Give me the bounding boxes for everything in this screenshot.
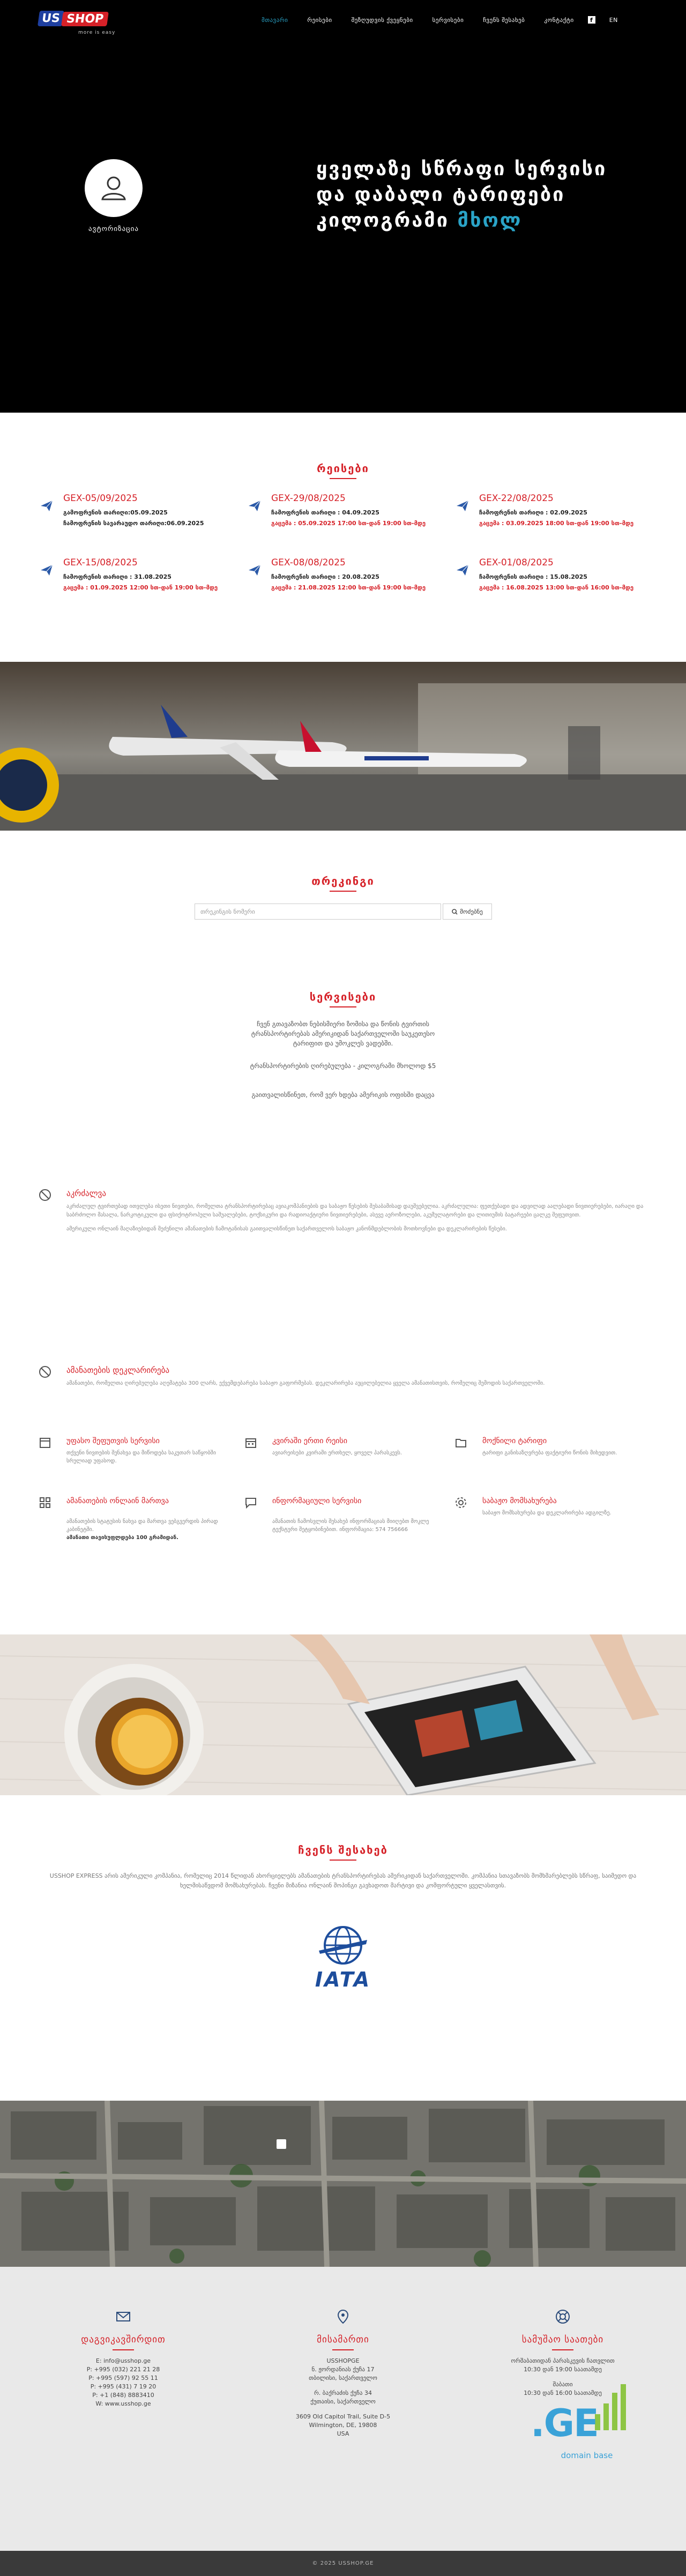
tracking-search-label: მოძებნე <box>460 908 483 915</box>
service-customs-title: ამანათების დეკლარირება <box>66 1365 170 1375</box>
facebook-icon[interactable] <box>584 16 600 24</box>
iata-wordmark: IATA <box>315 1968 371 1991</box>
flight-code: GEX-08/08/2025 <box>271 557 346 568</box>
flight-line-1: ჩამოფრენის თარიღი : 04.09.2025 <box>271 509 379 516</box>
service-info <box>244 1496 443 1555</box>
flight-line-1: ჩამოფრენის თარიღი : 20.08.2025 <box>271 573 379 580</box>
site-logo[interactable] <box>39 10 118 40</box>
footer-address-underline <box>332 2349 354 2350</box>
iata-logo <box>297 1924 389 1993</box>
nav-services[interactable]: სერვისები <box>432 16 464 24</box>
nav-contact[interactable]: კონტაქტი <box>544 16 574 24</box>
footer-hours-underline <box>552 2349 573 2350</box>
services-intro-p2: ტრანსპორტირების ღირებულება - კილოგრამი მხოლოდ $5 <box>250 1062 436 1070</box>
service-customs-support-desc: საბაჟო მომსახურება და დეკლარირება ადგილზე. <box>482 1510 612 1516</box>
ban-icon <box>39 1365 51 1378</box>
tracking-search-button[interactable] <box>443 904 492 920</box>
footer-line: 10:30 დან 19:00 საათამდე <box>524 2366 602 2373</box>
folder-icon <box>454 1436 467 1449</box>
plane-icon <box>454 562 471 578</box>
plane-icon <box>454 497 471 513</box>
tracking-title: თრეკინგი <box>311 875 375 887</box>
footer-line: 10:30 დან 16:00 საათამდე <box>524 2390 602 2396</box>
flight-line-1: გამოფრენის თარიღი:05.09.2025 <box>63 509 168 516</box>
footer-line[interactable]: E: info@usshop.ge <box>95 2357 151 2364</box>
flight-line-1: ჩამოფრენის თარიღი : 15.08.2025 <box>479 573 587 580</box>
service-online-management-desc-1: ამანათების სტატუსის ნახვა და მართვა ვებგვერდის პირად კაბინეტში. <box>66 1519 218 1533</box>
services-intro-p1: ჩვენ გთავაზობთ ნებისმიერი ზომისა და წონის ტვირთის ტრანსპორტირებას ამერიკიდან საქართველოში საუკეთესო ტარიფით და უმოკლეს ვადებში. <box>251 1020 435 1047</box>
headline-line-3-prefix: კილოგრამი <box>316 210 458 232</box>
user-icon <box>98 173 129 204</box>
service-online-management-title: ამანათების ონლაინ მართვა <box>66 1497 169 1505</box>
lifebuoy-icon <box>555 2309 571 2325</box>
flight-line-2: გაცემა : 03.09.2025 18:00 სთ-დან 19:00 სთ-მდე <box>479 520 634 527</box>
flight-line-2: გაცემა : 16.08.2025 13:00 სთ-დან 16:00 სთ-მდე <box>479 584 634 591</box>
footer-contact-underline <box>113 2349 134 2350</box>
footer-line: USA <box>337 2430 349 2437</box>
footer-line: 3609 Old Capitol Trail, Suite D-5 <box>295 2413 391 2420</box>
tablet-illustration <box>0 1634 686 1795</box>
service-customs <box>39 1365 647 1419</box>
flights-title: რეისები <box>317 462 369 475</box>
tracking-title-underline <box>330 891 356 892</box>
flight-code: GEX-15/08/2025 <box>63 557 138 568</box>
about-title: ჩვენს შესახებ <box>298 1843 388 1856</box>
tracking-input[interactable]: თრეკინგის ნომერი <box>195 904 441 920</box>
flight-item[interactable] <box>39 493 242 547</box>
login-avatar-button[interactable] <box>85 159 143 217</box>
services-intro-p3: გაითვალისწინეთ, რომ ვერ ხდება ამერიკის ოფისში დაცვა <box>251 1091 435 1099</box>
service-restrictions-desc <box>66 1203 647 1234</box>
flights-title-underline <box>330 478 356 479</box>
footer-line[interactable]: P: +995 (597) 92 55 11 <box>88 2375 158 2381</box>
footer-line[interactable]: W: www.usshop.ge <box>95 2400 151 2407</box>
headline-line-2: და დაბალი ტარიფები <box>316 184 565 206</box>
gear-icon <box>454 1496 467 1509</box>
logo-us: US <box>38 11 64 26</box>
logo-shop: SHOP <box>61 12 109 26</box>
footer-contact <box>27 2309 220 2408</box>
service-restrictions-title: აკრძალვა <box>66 1189 106 1198</box>
flight-code: GEX-05/09/2025 <box>63 493 138 504</box>
flight-item[interactable] <box>454 493 658 547</box>
flight-line-2: გაცემა : 05.09.2025 17:00 სთ-დან 19:00 სთ-მდე <box>271 520 426 527</box>
headline-line-3 <box>316 208 616 234</box>
footer-contact-title: დაგვიკავშირდით <box>81 2334 166 2345</box>
service-info-desc: ამანათის ჩამოსვლის შესახებ ინფორმაციას მიიღებთ მოკლე ტექსტური შეტყობინებით. ინფორმაცია: 574 756666 <box>272 1519 429 1533</box>
service-online-management-desc <box>66 1518 227 1542</box>
plane-icon <box>39 562 55 578</box>
plane-icon <box>247 497 263 513</box>
footer-line: შაბათი <box>553 2381 573 2388</box>
footer-contact-lines <box>27 2357 220 2408</box>
ge-domain-sub: domain base <box>561 2451 613 2460</box>
ge-domain-text: .GE <box>531 2401 598 2445</box>
flight-line-1: ჩამოფრენის თარიღი : 31.08.2025 <box>63 573 172 580</box>
service-restrictions-desc-1: აკრძალულ ტვირთებად ითვლება ისეთი ნივთები, რომელთა ტრანსპორტირებაც ავიაკომპანიების და საბაჟო წესების შესაბამისად დაუშვებელია. აკრძალულია: ფეთქებადი და ადვილად აალებადი ნივთიერებები, იარაღი და საბრძოლო მასალა, ნარკოტიკული და ფსიქოტროპული საშუალებები, ტოქსიკური და რადიოაქტიური ნივთიერებები, ასევე აეროზოლები, აკუმულატორები და ლითიუმის ბატარეები ცალკე შეფუთვით. <box>66 1204 644 1218</box>
flight-code: GEX-29/08/2025 <box>271 493 346 504</box>
service-customs-desc: ამანათები, რომელთა ღირებულება აღემატება 300 ლარს, ექვემდებარება საბაჟო გაფორმებას. დეკლარირება აუცილებელია ყველა ამანათისთვის, რომელიც შემოდის საქართველოში. <box>66 1380 545 1386</box>
service-weekly-flight-title: კვირაში ერთი რეისი <box>272 1437 347 1445</box>
plane-icon <box>39 497 55 513</box>
service-online-management <box>39 1496 237 1555</box>
footer-line: ორშაბათიდან პარასკევის ჩათვლით <box>511 2357 615 2364</box>
main-nav <box>252 16 628 24</box>
nav-about[interactable]: ჩვენს შესახებ <box>483 16 525 24</box>
footer-line: თბილისი, საქართველო <box>309 2375 377 2381</box>
search-icon <box>452 909 458 915</box>
footer-address <box>247 2309 439 2438</box>
service-flexible-tariff-title: მოქნილი ტარიფი <box>482 1437 547 1445</box>
footer-line[interactable]: P: +995 (431) 7 19 20 <box>90 2383 156 2390</box>
footer-address-title: მისამართი <box>317 2334 369 2345</box>
copyright-text: © 2025 USSHOP.GE <box>312 2560 374 2566</box>
footer-hours-title: სამუშაო საათები <box>521 2334 604 2345</box>
airport-illustration <box>0 662 686 831</box>
flight-code: GEX-22/08/2025 <box>479 493 554 504</box>
headline-line-1: ყველაზე სწრაფი სერვისი <box>316 158 607 180</box>
service-free-packing <box>39 1436 237 1479</box>
plane-icon <box>247 562 263 578</box>
chat-icon <box>244 1496 257 1509</box>
ge-domain-badge[interactable] <box>531 2382 643 2468</box>
about-text: USSHOP EXPRESS არის ამერიკული კომპანია, რომელიც 2014 წლიდან ახორციელებს ამანათების ტრანსპორტირებას ამერიკიდან საქართველოში. კომპანია სთავაზობს მომხმარებლებს სწრაფ, საიმედო და ხელმისაწვდომ მომსახურებას. ჩვენი მიზანია ონლაინ შოპინგი გავხადოთ მარტივი და კომფორტული ყველასთვის. <box>49 1872 637 1889</box>
facebook-glyph: f <box>588 16 595 24</box>
footer-line <box>247 2383 439 2389</box>
footer-line: რ. ბაქრაძის ქუჩა 34 <box>314 2390 372 2396</box>
map-pin-icon[interactable] <box>277 2139 286 2149</box>
map-satellite-tiles <box>0 2101 686 2267</box>
service-restrictions <box>39 1189 647 1296</box>
about-title-underline <box>330 1860 356 1861</box>
tablet-banner-image <box>0 1634 686 1795</box>
flight-item[interactable] <box>247 557 450 611</box>
footer-line: USSHOPGE <box>326 2357 360 2364</box>
flight-item[interactable] <box>454 557 658 611</box>
service-info-title: ინფორმაციული სერვისი <box>272 1497 362 1505</box>
service-restrictions-desc-2: ამერიკული ონლაინ მაღაზიებიდან შეძენილი ამანათების ჩამოტანისას გაითვალისწინეთ საქართველოს საბაჟო კანონმდებლობის მოთხოვნები და დეკლარირების წესები. <box>66 1226 507 1232</box>
mail-icon <box>115 2309 131 2325</box>
grid-icon <box>39 1496 51 1509</box>
flight-item[interactable] <box>247 493 450 547</box>
footer-line <box>247 2406 439 2413</box>
flight-line-2: გაცემა : 21.08.2025 12:00 სთ-დან 19:00 სთ-მდე <box>271 584 426 591</box>
services-title: სერვისები <box>309 990 377 1003</box>
service-free-packing-desc: თქვენი ნივთების შენახვა და მიწოდება საკუთარ საწყობში სრულიად უფასოდ. <box>66 1450 216 1464</box>
copyright-bar <box>0 2551 686 2576</box>
service-weekly-flight <box>244 1436 443 1479</box>
flight-line-1: ჩამოფრენის თარიღი : 02.09.2025 <box>479 509 587 516</box>
service-weekly-flight-desc: ავიარეისები კვირაში ერთხელ, ყოველ პარასკევს. <box>272 1450 402 1456</box>
flight-item[interactable] <box>39 557 242 611</box>
flight-code: GEX-01/08/2025 <box>479 557 554 568</box>
footer-line[interactable]: P: +1 (848) 8883410 <box>92 2392 154 2399</box>
service-free-packing-title: უფასო შეფუთვის სერვისი <box>66 1437 160 1445</box>
login-label[interactable]: ავტორიზაცია <box>88 225 139 233</box>
hero-headline <box>316 156 616 234</box>
logo-tagline: more is easy <box>78 30 116 35</box>
airport-banner-image <box>0 662 686 831</box>
service-customs-support-title: საბაჟო მომსახურება <box>482 1497 557 1505</box>
calendar-icon <box>244 1436 257 1449</box>
service-online-management-desc-2: ამანათი თავისუფლდება 100 გრამიდან. <box>66 1535 178 1541</box>
footer-line[interactable]: P: +995 (032) 221 21 28 <box>86 2366 160 2373</box>
location-map[interactable] <box>0 2101 686 2267</box>
footer-line: ნ. ჟორდანიას ქუჩა 17 <box>311 2366 375 2373</box>
footer-line <box>466 2374 659 2380</box>
nav-language-en[interactable]: EN <box>609 16 618 24</box>
service-flexible-tariff-desc: ტარიფი განისაზღვრება ფაქტიური წონის მიხედვით. <box>482 1450 617 1456</box>
nav-flights[interactable]: რეისები <box>307 16 332 24</box>
box-icon <box>39 1436 51 1449</box>
headline-highlight: მხოლ <box>457 210 523 232</box>
nav-home[interactable]: მთავარი <box>262 16 288 24</box>
footer-line: Wilmington, DE, 19808 <box>309 2422 377 2429</box>
nav-restricted-countries[interactable]: შეზღუდვის ქვეყნები <box>351 16 413 24</box>
services-title-underline <box>330 1006 356 1007</box>
service-customs-support <box>454 1496 653 1555</box>
flight-line-2: გაცემა : 01.09.2025 12:00 სთ-დან 19:00 სთ-მდე <box>63 584 218 591</box>
flight-line-2: ჩამოფრენის სავარაუდო თარიღი:06.09.2025 <box>63 520 204 527</box>
footer-address-lines <box>247 2357 439 2438</box>
footer-line: ქუთაისი, საქართველო <box>310 2398 376 2405</box>
hero-section <box>0 0 686 413</box>
location-pin-icon <box>335 2309 351 2325</box>
service-flexible-tariff <box>454 1436 653 1479</box>
ban-icon <box>39 1189 51 1201</box>
